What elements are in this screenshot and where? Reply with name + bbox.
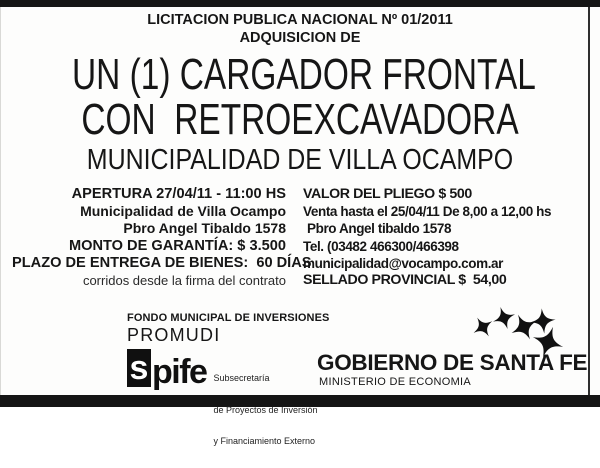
spife-wordmark-rest: pife (152, 353, 207, 391)
spife-desc-line3: y Financiamiento Externo (213, 436, 316, 446)
spife-wordmark (127, 349, 207, 391)
apertura-line: APERTURA 27/04/11 - 11:00 HS (71, 186, 286, 202)
venta-hasta-line: Venta hasta el 25/04/11 De 8,00 a 12,00 hs (303, 204, 552, 220)
corridos-note-line: corridos desde la firma del contrato (82, 273, 286, 289)
main-title-line2: CON RETROEXCAVADORA (81, 95, 519, 144)
municipality-title: MUNICIPALIDAD DE VILLA OCAMPO (86, 144, 514, 176)
monto-garantia-line: MONTO DE GARANTÍA: $ 3.500 (68, 237, 286, 254)
spife-s-mark: s (127, 349, 151, 387)
email-line: municipalidad@vocampo.com.ar (303, 255, 504, 271)
sellado-provincial-line: SELLADO PROVINCIAL $ 54,00 (303, 272, 507, 289)
spife-logo (127, 349, 318, 468)
valor-pliego-line: VALOR DEL PLIEGO $ 500 (303, 186, 472, 202)
spife-description (206, 349, 317, 468)
bid-details-right-column (303, 186, 587, 289)
address-line-right: Pbro Angel tibaldo 1578 (307, 221, 452, 237)
licitacion-number-heading: LICITACION PUBLICA NACIONAL Nº 01/2011 (147, 12, 453, 28)
telephone-line: Tel. (03482 466300/466398 (303, 238, 459, 254)
municipalidad-line: Municipalidad de Villa Ocampo (80, 203, 286, 220)
address-line: Pbro Angel Tibaldo 1578 (123, 220, 286, 237)
spife-desc-line1: Subsecretaría (213, 373, 270, 383)
spife-desc-line2: de Proyectos de Inversión (213, 404, 318, 415)
bid-details-left-column (12, 186, 312, 289)
top-border (0, 0, 600, 7)
promudi-logo (127, 312, 329, 346)
plazo-entrega-line: PLAZO DE ENTREGA DE BIENES: 60 DÍAS (12, 254, 312, 271)
main-title-line1: UN (1) CARGADOR FRONTAL (72, 50, 536, 99)
adquisicion-heading: ADQUISICION DE (239, 30, 361, 46)
gobierno-santa-fe-title: GOBIERNO DE SANTA FE (317, 350, 588, 375)
right-border (588, 7, 590, 395)
promudi-name: PROMUDI (127, 325, 221, 345)
ministerio-economia-label: MINISTERIO DE ECONOMIA (319, 376, 472, 388)
left-border (0, 7, 1, 395)
fondo-municipal-heading: FONDO MUNICIPAL DE INVERSIONES (127, 312, 330, 324)
